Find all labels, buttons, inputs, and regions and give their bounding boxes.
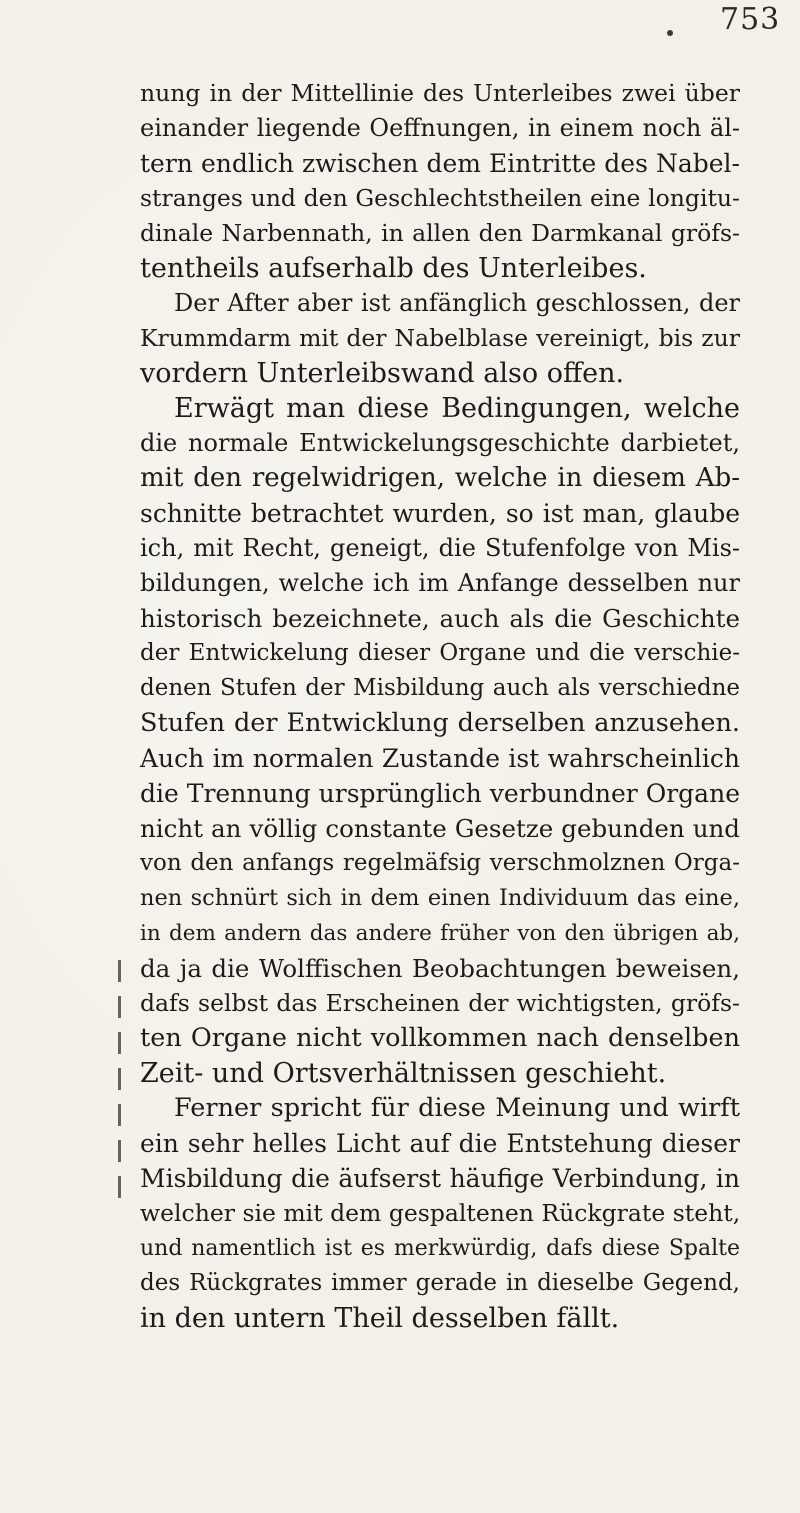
body-text (140, 76, 740, 1336)
text-line: die Trennung ursprünglich verbundner Organe (140, 779, 740, 808)
page-number: 753 (720, 2, 781, 37)
text-line: Krummdarm mit der Nabelblase vereinigt, bis zur (140, 324, 740, 352)
text-line: nicht an völlig constante Gesetze gebunden und (140, 814, 740, 843)
margin-mark (118, 1068, 121, 1090)
text-line: ten Organe nicht vollkommen nach denselben (140, 1023, 740, 1053)
text-line: Zeit- und Ortsverhältnissen geschieht. (140, 1058, 667, 1089)
text-line: in dem andern das andere früher von den übrigen ab, (140, 921, 740, 946)
text-line: schnitte betrachtet wurden, so ist man, glaube (140, 499, 740, 528)
text-line: bildungen, welche ich im Anfange desselben nur (140, 569, 740, 597)
text-line: Erwägt man diese Bedingungen, welche (174, 393, 740, 424)
margin-mark (118, 996, 121, 1018)
text-line: nung in der Mittellinie des Unterleibes zwei über (140, 79, 740, 107)
text-line: in den untern Theil desselben fällt. (140, 1303, 620, 1334)
text-line: Misbildung die äufserst häufige Verbindung, in (140, 1164, 740, 1193)
text-line: Stufen der Entwicklung derselben anzusehen. (140, 708, 740, 738)
text-line: der Entwickelung dieser Organe und die verschie- (140, 640, 740, 666)
text-line: stranges und den Geschlechtstheilen eine longitu- (140, 184, 740, 212)
text-line: nen schnürt sich in dem einen Individuum das eine, (140, 885, 740, 911)
text-line: dafs selbst das Erscheinen der wichtigsten, gröfs- (140, 989, 740, 1017)
ink-speck (667, 30, 673, 36)
text-line: mit den regelwidrigen, welche in diesem Ab- (140, 463, 740, 493)
text-line: die normale Entwickelungsgeschichte darbietet, (140, 429, 740, 457)
margin-mark (118, 1140, 121, 1162)
text-line: und namentlich ist es merkwürdig, dafs diese Spalte (140, 1236, 740, 1261)
text-line: vordern Unterleibswand also offen. (140, 358, 625, 389)
margin-marks (118, 960, 122, 1240)
text-line: einander liegende Oeffnungen, in einem noch äl- (140, 114, 740, 142)
text-line: Ferner spricht für diese Meinung und wirft (174, 1093, 740, 1123)
text-line: denen Stufen der Misbildung auch als verschiedne (140, 675, 740, 701)
text-line: des Rückgrates immer gerade in dieselbe Gegend, (140, 1270, 740, 1296)
margin-mark (118, 1032, 121, 1054)
text-line: Auch im normalen Zustande ist wahrscheinlich (140, 744, 740, 773)
text-line: welcher sie mit dem gespaltenen Rückgrate steht, (140, 1199, 741, 1227)
text-line: tern endlich zwischen dem Eintritte des Nabel- (140, 149, 740, 178)
margin-mark (118, 960, 121, 982)
text-line: da ja die Wolffischen Beobachtungen beweisen, (140, 954, 740, 983)
margin-mark (118, 1104, 121, 1126)
text-line: ich, mit Recht, geneigt, die Stufenfolge von Mis- (140, 534, 740, 562)
text-line: dinale Narbennath, in allen den Darmkanal gröfs- (140, 219, 740, 247)
margin-mark (118, 1176, 121, 1198)
text-line: von den anfangs regelmäfsig verschmolznen Orga- (140, 850, 740, 876)
text-line: historisch bezeichnete, auch als die Geschichte (140, 604, 740, 633)
text-line: tentheils aufserhalb des Unterleibes. (140, 253, 647, 284)
text-line: ein sehr helles Licht auf die Entstehung dieser (140, 1129, 740, 1158)
text-line: Der After aber ist anfänglich geschlossen, der (174, 289, 740, 317)
